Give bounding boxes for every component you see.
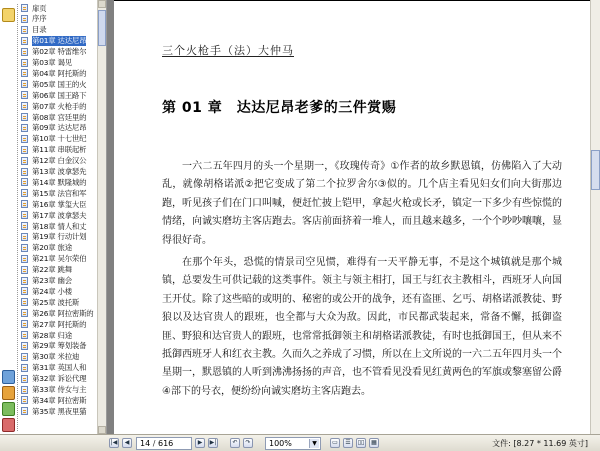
back-view-button[interactable]: ↶ [230,438,240,448]
toc-item[interactable] [21,265,99,275]
page-bookmark-icon [21,222,28,230]
toc-item-label: 第29章 筹划装备 [32,341,87,351]
toc-item-label: 第21章 吴尔荣伯 [32,254,87,264]
toc-item-label: 第08章 宫廷里的 [32,112,87,122]
page-bookmark-icon [21,407,28,415]
toc-item-label: 第26章 阿拉密斯的 [32,308,94,318]
facing-view-button[interactable]: ▯▯ [357,439,365,446]
page-bookmark-icon [21,48,28,56]
toc-item-label: 第12章 白金汉公 [32,156,87,166]
page-bookmark-icon [21,80,28,88]
page-bookmark-icon [21,375,28,383]
page-bookmark-icon [21,4,28,12]
current-page: 14 [140,439,151,448]
document-scroll-thumb[interactable] [591,150,600,190]
toc-item-label: 目录 [32,25,47,35]
page-bookmark-icon [21,396,28,404]
page-bookmark-icon [21,287,28,295]
zoom-value: 100% [269,439,292,448]
toc-item[interactable] [21,177,99,187]
toc-item-label: 序序 [32,14,47,24]
toc-item[interactable] [21,79,99,89]
page-separator: / [152,439,156,448]
page-bookmark-icon [21,178,28,186]
paragraph: 一六二五年四月的头一个星期一，《玫瑰传奇》①作者的故乡默恩镇，仿佛陷入了大动乱，就像胡格诺派②把它变成了第二个拉罗舍尔③似的。几个店主看见妇女们向大街那边跑，听见孩子们在门口叫喊，便赶忙披上铠甲，拿起火枪或长矛，镇定一下多少有些惊慌的情绪，向诚实磨坊主客店跑去。客店前面挤着一堆人，而且越来越多，一个个吵吵嚷嚷，显得很好奇。 [162,161,562,246]
toc-item-label: 第22章 跳舞 [32,265,72,275]
toc-item[interactable] [21,25,99,35]
page-bookmark-icon [21,386,28,394]
toc-item-label: 扉页 [32,3,47,13]
page-bookmark-icon [21,200,28,208]
toc-item-label: 第06章 国王路下 [32,90,87,100]
scroll-up-button[interactable] [98,0,106,8]
toc-item-label: 第02章 特雷维尔 [32,47,87,57]
toc-item-label: 第33章 侍女与主 [32,385,87,394]
toc-item-label: 第30章 米拉迪 [32,352,80,362]
toc-item[interactable] [21,47,99,57]
toc-item-label: 第01章 达达尼昂 [32,36,87,46]
toc-item[interactable] [21,112,99,122]
sidebar-scroll-thumb[interactable] [98,10,106,46]
toc-item-label: 第19章 行动计划 [32,232,87,242]
page-bookmark-icon [21,59,28,67]
table-of-contents [0,0,98,434]
toc-item[interactable] [21,243,99,253]
toc-item-label: 第15章 法官和军 [32,188,87,198]
continuous-view-button[interactable]: ☰ [343,438,353,448]
toc-item[interactable] [21,395,99,405]
toc-item[interactable] [21,199,99,209]
prev-page-button[interactable]: ◀ [122,438,132,448]
scroll-down-button[interactable] [98,426,106,434]
toc-item-label: 第28章 归途 [32,330,72,340]
toc-item[interactable] [21,374,99,384]
page-bookmark-icon [21,189,28,197]
total-pages: 616 [157,439,174,448]
page-bookmark-icon [21,146,28,154]
toc-item-label: 第11章 串联起析 [32,145,87,155]
document-scrollbar[interactable] [590,0,600,434]
toc-item-label: 第20章 旅途 [32,243,72,253]
paragraph: 在那个年头，恐慌的情景司空见惯，难得有一天平静无事，不是这个城镇就是那个城镇，总要发生可供记载的这类事件。领主与领主相打，国王与红衣主教相斗，西班牙人向国王开仗。除了这些暗的或明的、秘密的或公开的战争，还有盗匪、乞丐、胡格诺派教徒、野狼以及达官贵人的跟班，也全都与大众为敌。因此，市民都武装起来，常备不懈，抵御盗匪、野狼和达官贵人的跟班，也常常抵御领主和胡格诺派教徒，有时也抵御国王，但从来不抵御西班牙人和红衣主教。久而久之养成了习惯，所以在上文所说的一六二五年四月头一个星期一，默恩镇的人听到沸沸扬扬的声音，也不管看见没看见红黄两色的军旗或黎塞留公爵④部下的号衣，便纷纷向诚实磨坊主客店跑去。 [162,257,562,397]
toc-item[interactable] [21,90,99,100]
continuous-facing-view-button[interactable]: ▦ [369,438,379,448]
toc-item[interactable] [21,123,99,133]
forward-view-button[interactable]: ↷ [243,438,253,448]
page-bookmark-icon [21,277,28,285]
toc-item[interactable] [21,297,99,307]
page-bookmark-icon [21,102,28,110]
page-bookmark-icon [21,244,28,252]
toc-item[interactable] [21,232,99,242]
toc-item-label: 第25章 波托斯 [32,297,80,307]
chapter-body [162,158,562,401]
status-bar [0,434,600,451]
toc-item-label: 第10章 十七世纪 [32,134,87,144]
toc-item-label: 第35章 黑夜里猫 [32,406,87,416]
toc-item[interactable] [21,145,99,155]
page-bookmark-icon [21,37,28,45]
toc-item[interactable] [21,319,99,329]
toc-item-label: 第27章 阿托斯的 [32,319,87,329]
last-page-button[interactable]: ▶| [209,439,217,446]
page-bookmark-icon [21,320,28,328]
toc-item-label: 第13章 波拿瑟先 [32,167,87,176]
toc-item[interactable] [21,68,99,78]
page-bookmark-icon [21,15,28,23]
document-view[interactable] [107,0,600,434]
page-bookmark-icon [21,113,28,121]
toc-item-label: 第31章 英国人和 [32,363,87,373]
zoom-select[interactable] [265,437,321,450]
toc-item[interactable] [21,330,99,340]
toc-item-label: 第04章 阿托斯的 [32,68,87,78]
page-number-field[interactable] [136,437,192,450]
page-bookmark-icon [21,124,28,132]
toc-item[interactable] [21,352,99,362]
next-page-button[interactable]: ▶ [195,438,205,448]
page-bookmark-icon [21,309,28,317]
toc-item[interactable] [21,210,99,220]
toc-item-label: 第14章 默隆城的 [32,177,87,187]
toc-item[interactable] [21,363,99,373]
toc-item-label: 第07章 火枪手的 [32,101,87,111]
toc-item[interactable] [21,14,99,24]
toc-item-label: 第32章 诉讼代理 [32,374,87,384]
bookmarks-panel[interactable] [0,0,107,434]
page-bookmark-icon [21,364,28,372]
page-bookmark-icon [21,135,28,143]
toc-item[interactable] [21,36,99,46]
toc-item[interactable] [21,406,99,416]
toc-item[interactable] [21,188,99,198]
page-bookmark-icon [21,298,28,306]
page-bookmark-icon [21,168,28,176]
page-bookmark-icon [21,331,28,339]
chapter-title: 第 01 章 达达尼昂老爹的三件赏赐 [162,100,397,116]
toc-item[interactable] [21,221,99,231]
page-bookmark-icon [21,26,28,34]
toc-item[interactable] [21,308,99,318]
toc-item-label: 第05章 国王的火 [32,79,87,89]
toc-item-label: 第24章 小楼 [32,286,72,296]
first-page-button[interactable]: |◀ [110,439,118,446]
toc-item-label: 第34章 阿拉密斯 [32,395,87,405]
toc-item[interactable] [21,167,99,177]
page-bookmark-icon [21,69,28,77]
page-bookmark-icon [21,233,28,241]
running-header: 三个火枪手（法）大仲马 [162,44,294,57]
toc-item-label: 第18章 情人和丈 [32,221,87,231]
toc-item-label: 第23章 幽会 [32,276,72,285]
document-page [114,0,592,434]
page-bookmark-icon [21,157,28,165]
toc-item-label: 第09章 达达尼昂 [32,123,87,133]
page-bookmark-icon [21,353,28,361]
toc-item[interactable] [21,101,99,111]
toc-item[interactable] [21,385,99,395]
page-top-edge [114,0,592,1]
page-bookmark-icon [21,255,28,263]
chevron-down-icon[interactable]: ▼ [309,439,319,448]
toc-item[interactable] [21,3,99,13]
toc-item-label: 第17章 波拿瑟夫 [32,210,87,220]
single-page-view-button[interactable]: ▭ [330,438,340,448]
toc-item-label: 第03章 谒见 [32,58,72,67]
page-bookmark-icon [21,91,28,99]
page-bookmark-icon [21,266,28,274]
page-bookmark-icon [21,211,28,219]
toc-item[interactable] [21,134,99,144]
document-size-label: 文件: [8.27 * 11.69 英寸] [492,439,588,448]
toc-item[interactable] [21,58,99,68]
page-bookmark-icon [21,342,28,350]
toc-item[interactable] [21,276,99,286]
sidebar-scrollbar[interactable] [97,0,106,434]
toc-item[interactable] [21,341,99,351]
toc-item-label: 第16章 掌玺大臣 [32,199,87,209]
toc-item[interactable] [21,254,99,264]
toc-item[interactable] [21,156,99,166]
toc-item[interactable] [21,286,99,296]
